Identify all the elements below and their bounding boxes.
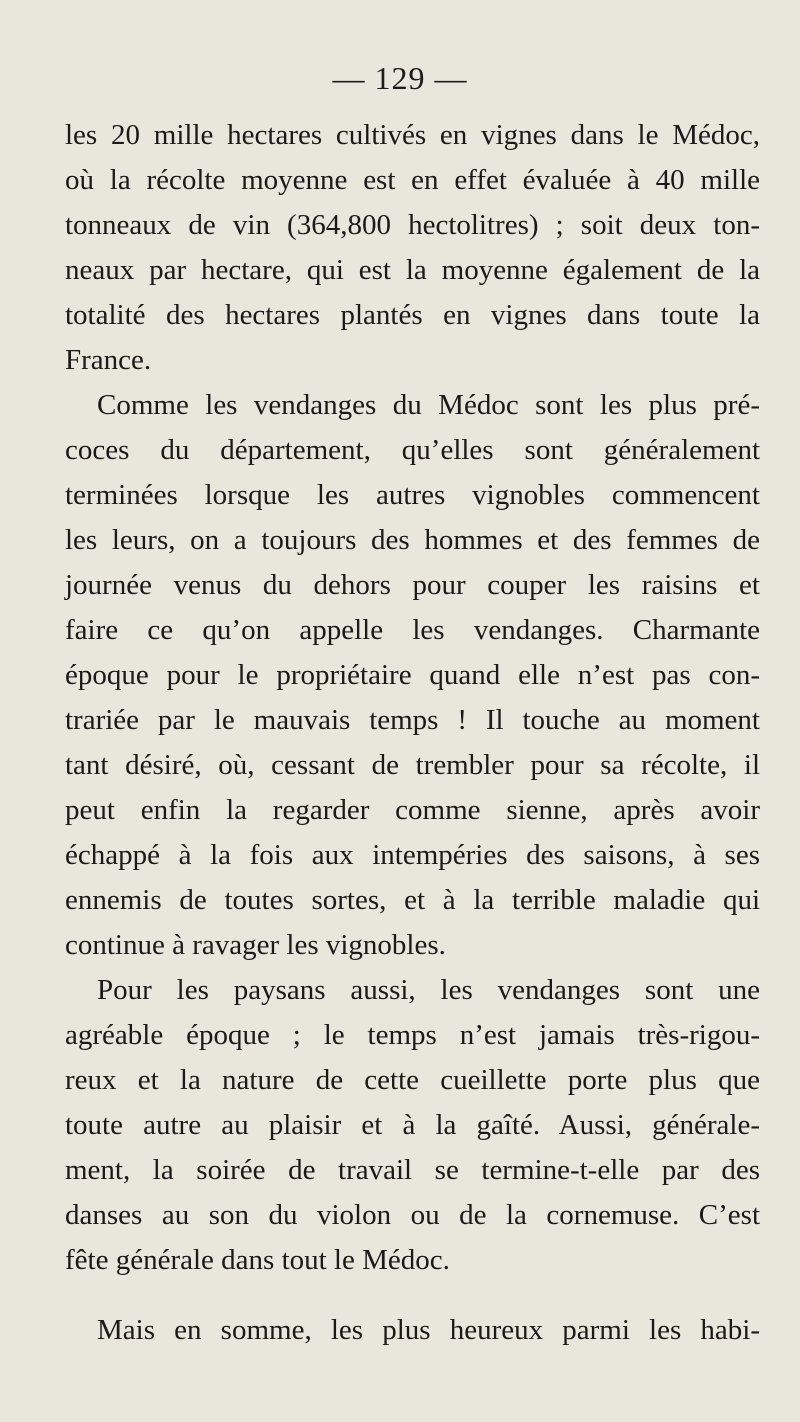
text-line: Mais en somme, les plus heureux parmi les habi- <box>97 1314 760 1346</box>
text-line: où la récolte moyenne est en effet évaluée à 40 mille <box>65 164 760 196</box>
text-line: totalité des hectares plantés en vignes dans toute la <box>65 299 760 331</box>
page-number: — 129 — <box>332 60 468 96</box>
text-line: agréable époque ; le temps n’est jamais très-rigou- <box>65 1019 760 1051</box>
text-line: trariée par le mauvais temps ! Il touche au moment <box>65 704 760 736</box>
text-line: France. <box>65 344 152 376</box>
text-line: Pour les paysans aussi, les vendanges sont une <box>97 974 760 1006</box>
text-line: faire ce qu’on appelle les vendanges. Charmante <box>65 614 760 646</box>
text-line: ennemis de toutes sortes, et à la terrible maladie qui <box>65 884 760 916</box>
text-line: Comme les vendanges du Médoc sont les plus pré- <box>97 389 760 421</box>
text-line: danses au son du violon ou de la cornemuse. C’est <box>65 1199 760 1231</box>
text-line: journée venus du dehors pour couper les raisins et <box>65 569 760 601</box>
text-line: continue à ravager les vignobles. <box>65 929 446 961</box>
text-line: ment, la soirée de travail se termine-t-elle par des <box>65 1154 760 1186</box>
text-line: époque pour le propriétaire quand elle n’est pas con- <box>65 659 760 691</box>
text-line: peut enfin la regarder comme sienne, après avoir <box>65 794 760 826</box>
text-line: fête générale dans tout le Médoc. <box>65 1244 450 1276</box>
paragraph-gap <box>65 1283 760 1308</box>
text-line: coces du département, qu’elles sont généralement <box>65 434 760 466</box>
text-line: toute autre au plaisir et à la gaîté. Aussi, générale- <box>65 1109 760 1141</box>
text-line: neaux par hectare, qui est la moyenne également de la <box>65 254 760 286</box>
page-body <box>65 113 760 1353</box>
text-line: échappé à la fois aux intempéries des saisons, à ses <box>65 839 760 871</box>
text-line: les 20 mille hectares cultivés en vignes dans le Médoc, <box>65 119 760 151</box>
text-line: terminées lorsque les autres vignobles commencent <box>65 479 760 511</box>
text-line: reux et la nature de cette cueillette porte plus que <box>65 1064 760 1096</box>
text-line: tant désiré, où, cessant de trembler pour sa récolte, il <box>65 749 760 781</box>
text-line: tonneaux de vin (364,800 hectolitres) ; soit deux ton- <box>65 209 760 241</box>
text-line: les leurs, on a toujours des hommes et des femmes de <box>65 524 760 556</box>
